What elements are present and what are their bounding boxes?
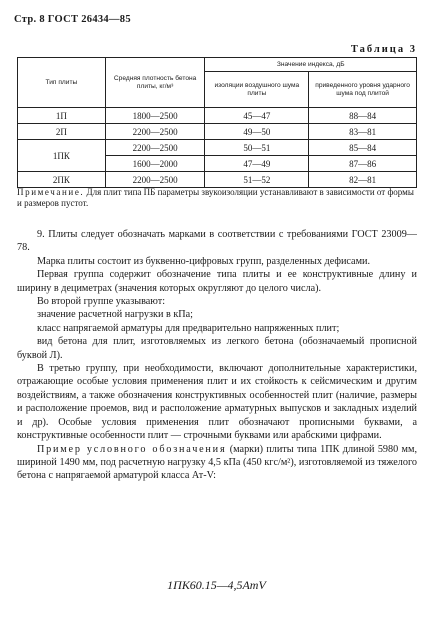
cell-density: 2200—2500 bbox=[105, 140, 205, 156]
example-mark: 1ПК60.15—4,5АтV bbox=[167, 578, 266, 592]
paragraph: значение расчетной нагрузки в кПа; bbox=[37, 309, 193, 321]
col-header-impact: приведенного уровня ударного шума под плитой bbox=[309, 72, 417, 108]
paragraph: Во второй группе указывают: bbox=[37, 296, 166, 308]
table-row bbox=[18, 124, 417, 140]
cell-impact: 87—86 bbox=[309, 156, 417, 172]
cell-air: 51—52 bbox=[205, 172, 309, 188]
paragraph: В третью группу, при необходимости, включают дополнительные характеристики, отражающие особые условия применения плит и их стойкость к сейсмическим и другим воздействиям, а также обозначения конструктивных особенностей плит (наличие, размеры и расположение проемов, вид и расположение арматурных выпусков и закладных изделий и др). Особые условия применения плит обозначают прописными буквами, а конструктивные особенности плит — строчными буквами или арабскими цифрами. bbox=[17, 363, 417, 442]
paragraph: 9. Плиты следует обозначать марками в соответствии с требованиями ГОСТ 23009—78. bbox=[17, 229, 417, 254]
paragraph: вид бетона для плит, изготовляемых из легкого бетона (обозначаемый прописной буквой Л). bbox=[17, 336, 417, 361]
cell-density: 2200—2500 bbox=[105, 124, 205, 140]
paragraph: класс напрягаемой арматуры для предварительно напряженных плит; bbox=[37, 322, 340, 334]
table-row bbox=[18, 172, 417, 188]
col-header-air: изоляции воздушного шума плиты bbox=[205, 72, 309, 108]
cell-air: 45—47 bbox=[205, 108, 309, 124]
cell-type: 1П bbox=[18, 108, 106, 124]
body-text bbox=[17, 228, 417, 483]
cell-type: 2П bbox=[18, 124, 106, 140]
data-table bbox=[17, 57, 417, 188]
table-caption: Таблица 3 bbox=[350, 44, 417, 55]
note-label: Примечание. bbox=[17, 187, 85, 197]
table-note bbox=[17, 187, 417, 209]
cell-type: 1ПК bbox=[18, 140, 106, 172]
page-header: Стр. 8 ГОСТ 26434—85 bbox=[14, 14, 131, 25]
cell-density: 1800—2500 bbox=[105, 108, 205, 124]
paragraph: Первая группа содержит обозначение типа плиты и ее конструктивные длину и ширину в дециметрах (значения которых округляют до целого числа). bbox=[17, 269, 417, 294]
cell-impact: 82—81 bbox=[309, 172, 417, 188]
cell-air: 49—50 bbox=[205, 124, 309, 140]
example-text: (марки) плиты типа 1ПК длиной 5980 мм, шириной 1490 мм, под расчетную нагрузку 4,5 кПа (450 кгс/м²), изготовляемой из тяжелого бетона с напрягаемой арматурой класса Ат-V: bbox=[17, 443, 417, 482]
cell-impact: 83—81 bbox=[309, 124, 417, 140]
cell-impact: 88—84 bbox=[309, 108, 417, 124]
cell-density: 1600—2000 bbox=[105, 156, 205, 172]
col-header-type: Тип плиты bbox=[18, 58, 106, 108]
col-header-density: Средняя плотность бетона плиты, кг/м³ bbox=[105, 58, 205, 108]
paragraph: Марка плиты состоит из буквенно-цифровых групп, разделенных дефисами. bbox=[37, 255, 371, 267]
table-row bbox=[18, 108, 417, 124]
cell-density: 2200—2500 bbox=[105, 172, 205, 188]
note-text: Для плит типа ПБ параметры звукоизоляции устанавливают в зависимости от формы и размеров пустот. bbox=[17, 187, 414, 208]
cell-type: 2ПК bbox=[18, 172, 106, 188]
cell-air: 50—51 bbox=[205, 140, 309, 156]
example-paragraph bbox=[17, 443, 417, 483]
col-header-group: Значение индекса, дБ bbox=[205, 58, 417, 72]
cell-air: 47—49 bbox=[205, 156, 309, 172]
example-label: Пример условного обозначения bbox=[37, 443, 227, 455]
table-row bbox=[18, 140, 417, 156]
cell-impact: 85—84 bbox=[309, 140, 417, 156]
